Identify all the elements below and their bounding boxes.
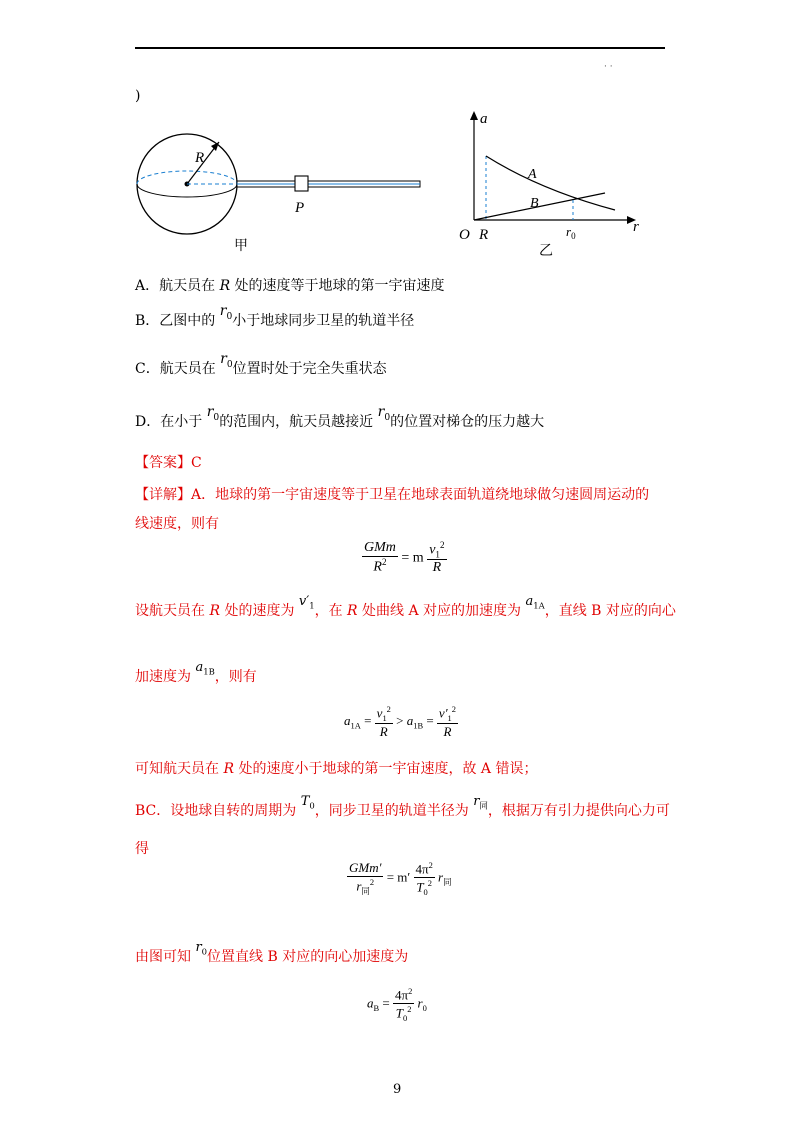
detail-line-8: 由图可知 $r_0$位置直线 B 对应的向心加速度为 (135, 940, 409, 965)
detail-line-4: 加速度为 $a_{1B}$，则有 (135, 660, 257, 685)
axis-x-label: r (633, 219, 639, 235)
figure-acceleration-graph (455, 108, 655, 263)
R-label: R (479, 227, 489, 243)
detail-line-3: 设航天员在 R 处的速度为 $v'_1$，在 R 处曲线 A 对应的加速度为 $a_{1A}$，直线 B 对应的向心 (135, 594, 676, 619)
elevator-box-P (295, 176, 308, 191)
detail-line-6: BC．设地球自转的周期为 $T_0$，同步卫星的轨道半径为 $r_同$，根据万有引力提供向心力可 (135, 794, 670, 819)
line-B (474, 193, 605, 220)
formula-1: $\frac{\text{GMm}}{R^2}$ = m $\frac{v_1^2}{R}$ (364, 540, 445, 576)
label-P: P (295, 200, 305, 216)
axis-y-label: a (480, 111, 488, 127)
detail-line-1: 【详解】A．地球的第一宇宙速度等于卫星在地球表面轨道绕地球做匀速圆周运动的 (135, 487, 650, 503)
formula-4: $a_B$ = $\frac{4\pi^2}{T_0^2}$ $r_0$ (367, 986, 427, 1024)
page-number: 9 (393, 1082, 402, 1097)
option-A: A．航天员在 R 处的速度等于地球的第一宇宙速度 (135, 278, 445, 294)
header-rule (135, 47, 665, 49)
option-C: C．航天员在 $r_0$位置时处于完全失重状态 (135, 351, 387, 377)
caption-yi: 乙 (539, 244, 553, 259)
line-B-label: B (530, 196, 539, 211)
axis-y-arrow (470, 111, 478, 120)
label-R-left: R (195, 150, 205, 166)
answer-line: 【答案】C (135, 455, 202, 471)
detail-line-2: 线速度，则有 (135, 516, 219, 532)
detail-line-5: 可知航天员在 R 处的速度小于地球的第一宇宙速度，故 A 错误； (135, 761, 538, 777)
figure-earth-tether (130, 120, 430, 270)
option-B: B．乙图中的 $r_0$小于地球同步卫星的轨道半径 (135, 303, 415, 329)
formula-3: $\frac{\text{GMm′}}{r_同^2}$ = m′ $\frac{4\pi^2}{T_0^2}$ $r_同$ (349, 860, 452, 898)
curve-A (486, 156, 615, 210)
option-D: D．在小于 $r_0$的范围内，航天员越接近 $r_0$的位置对梯仓的压力越大 (135, 404, 545, 430)
curve-A-label: A (528, 167, 537, 182)
detail-line-7: 得 (135, 841, 149, 857)
caption-jia: 甲 (234, 239, 248, 254)
r0-label: $r_0$ (566, 224, 576, 241)
header-dots: · · (604, 62, 613, 72)
origin-label: O (459, 227, 470, 243)
continuation-paren: ) (135, 88, 141, 104)
formula-2: $a_{1A}$ = $\frac{v_1^2}{R}$ > $a_{1B}$ = $\frac{v'_1^2}{R}$ (344, 704, 456, 739)
